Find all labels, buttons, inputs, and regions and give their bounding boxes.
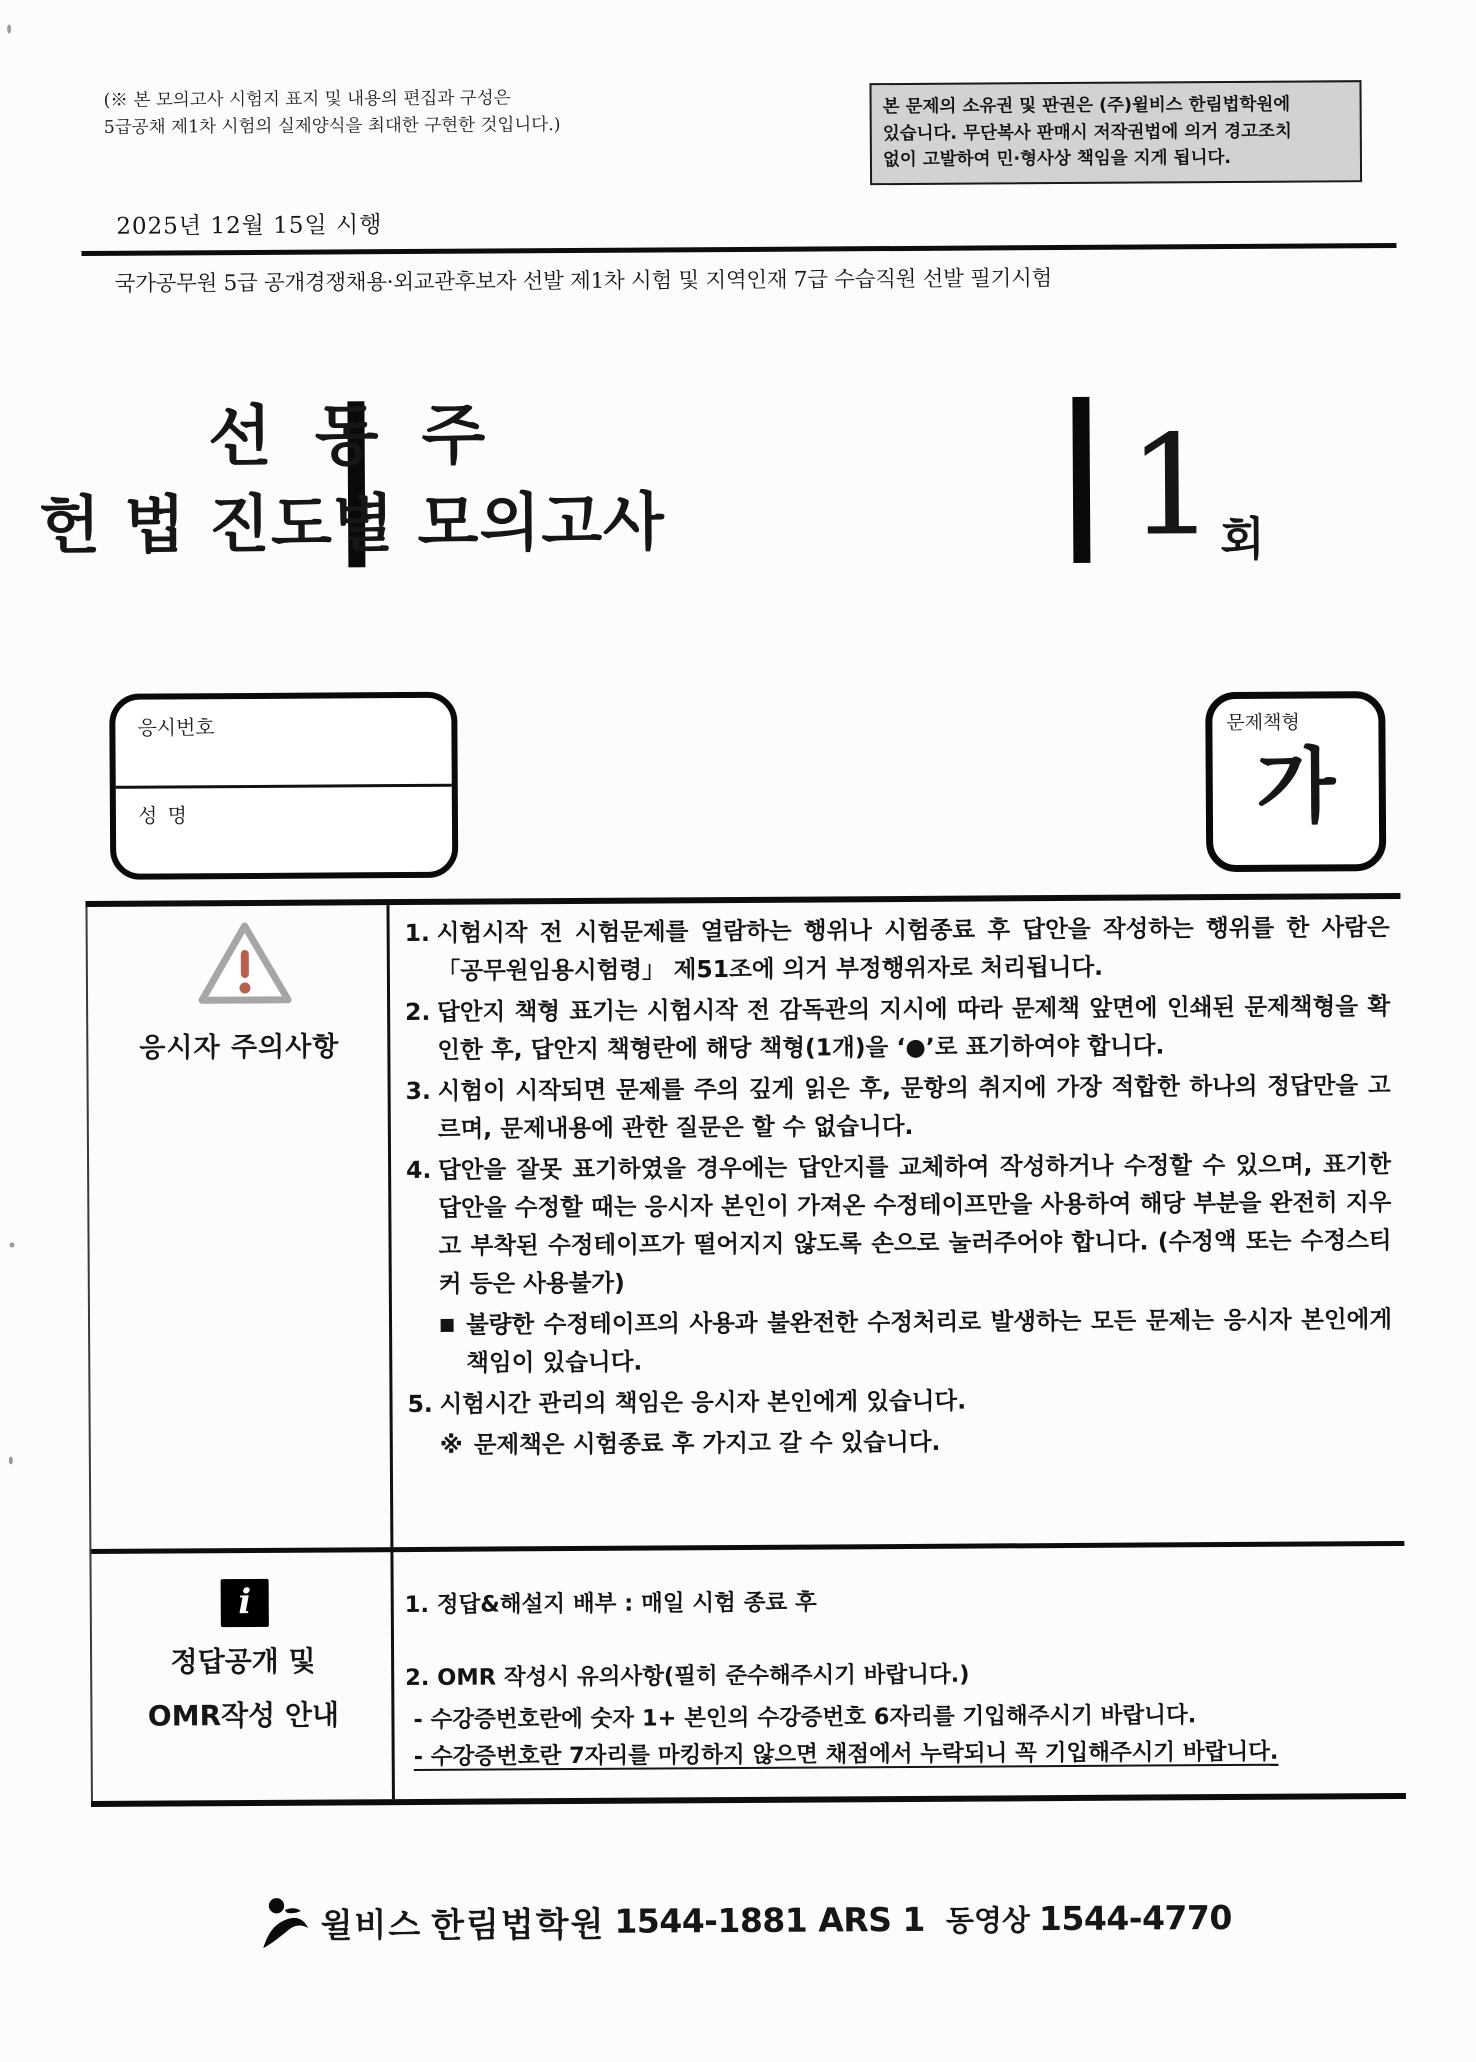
scan-artifact (10, 1242, 15, 1247)
copyright-line1-bold: (주)윌비스 한림법학원에 (1098, 94, 1291, 116)
notice-item-4-subnote-text: 불량한 수정테이프의 사용과 불완전한 수정처리로 발생하는 모든 문제는 응시자 본인에게 책임이 있습니다. (465, 1305, 1393, 1377)
notice-item-5 (407, 1379, 1392, 1423)
author-name: 선 동 주 (207, 396, 496, 476)
notice-item-4-number: 4. (406, 1155, 432, 1185)
phone-number: 1544-1881 ARS 1 (614, 1899, 926, 1941)
scan-artifact (9, 1456, 13, 1464)
square-bullet-icon: ■ (438, 1314, 456, 1335)
exam-title: 헌 법 진도별 모의고사 (39, 485, 666, 563)
notice-item-5-note (440, 1420, 1393, 1464)
copyright-line3-bold: 형사상 책임을 (1020, 148, 1128, 170)
notice-top-rule (85, 893, 1400, 907)
booklet-type-label: 문제책형 (1226, 711, 1300, 735)
notice-item-4 (406, 1145, 1392, 1303)
reference-mark-icon: ※ (439, 1430, 463, 1459)
notice-item-3-text: 시험이 시작되면 문제를 주의 깊게 읽은 후, 문항의 취지에 가장 적합한 하나의 정답만을 고르며, 문제내용에 관한 질문은 할 수 없습니다. (437, 1071, 1391, 1143)
answer-info-item-1: 1. 정답&해설지 배부 : 매일 시험 종료 후 (404, 1589, 817, 1619)
notice-item-5-note-text: 문제책은 시험종료 후 가지고 갈 수 있습니다. (473, 1427, 941, 1459)
warning-triangle-icon (197, 919, 294, 1014)
title-right-bar (1072, 397, 1090, 563)
notice-item-1-number: 1. (404, 918, 431, 948)
exam-description: 국가공무원 5급 공개경쟁채용·외교관후보자 선발 제1차 시험 및 지역인재 7급 수습직원 선발 필기시험 (114, 266, 1053, 297)
copyright-line1-pre: 본 문제의 소유권 및 판권은 (882, 95, 1100, 118)
candidate-info-box (109, 692, 458, 880)
copyright-box (869, 80, 1362, 185)
video-phone-number: 1544-4770 (1038, 1897, 1232, 1938)
answer-info-item-2: 2. OMR 작성시 유의사항(필히 준수해주시기 바랍니다.) (405, 1661, 970, 1692)
name-label: 성 명 (137, 803, 190, 828)
round-number: 1 (1127, 405, 1217, 567)
copyright-line2-bold: 저작권법에 (1093, 121, 1179, 143)
booklet-type-box (1205, 691, 1386, 872)
notice-item-5-number: 5. (407, 1389, 433, 1419)
scan-artifact (7, 24, 11, 33)
notice-bottom-rule (91, 1793, 1406, 1807)
answer-info-label-line1: 정답공개 및 (170, 1644, 316, 1679)
answer-info-label-line2: OMR작성 안내 (147, 1698, 340, 1733)
brand-logo-icon (257, 1896, 311, 1950)
copyright-line3 (883, 144, 1349, 173)
exam-date: 2025년 12월 15일 시행 (116, 212, 383, 240)
footer-brand-line (7, 1888, 1476, 1951)
info-icon: i (221, 1579, 269, 1627)
notice-list (405, 908, 1393, 1464)
copyright-line3-pre: 없이 고발하여 민· (882, 149, 1021, 171)
copyright-line2 (883, 118, 1349, 147)
copyright-line2-post: 의거 경고조치 (1178, 121, 1292, 142)
notice-item-1-text: 시험시작 전 시험문제를 열람하는 행위나 시험종료 후 답안을 작성하는 행위를 한 사람은 「공무원임용시험령」 제51조에 의거 부정행위자로 처리됩니다. (436, 913, 1390, 985)
answer-info-section-label (95, 1634, 392, 1744)
brand-prefix: 윌비스 (320, 1904, 423, 1945)
copyright-line1 (883, 91, 1349, 120)
notice-item-2-number: 2. (405, 997, 431, 1027)
notice-item-2 (405, 987, 1390, 1069)
video-label: 동영상 (945, 1902, 1031, 1938)
notice-item-3-number: 3. (405, 1076, 431, 1106)
brand-name: 한림법학원 (431, 1904, 606, 1946)
notice-item-2-text: 답안지 책형 표기는 시험시작 전 감독관의 지시에 따라 문제책 앞면에 인쇄된 문제책형을 확인한 후, 답안지 책형란에 해당 책형(1개)을 ‘●’로 표기하여야 합니다. (437, 992, 1391, 1064)
top-divider (81, 243, 1396, 256)
notice-item-4-subnote (439, 1300, 1392, 1382)
notice-item-5-text: 시험시간 관리의 책임은 응시자 본인에게 있습니다. (439, 1386, 967, 1418)
notice-middle-rule (89, 1541, 1404, 1554)
notice-item-4-text: 답안을 잘못 표기하였을 경우에는 답안지를 교체하여 작성하거나 수정할 수 있으며, 표기한 답안을 수정할 때는 응시자 본인이 가져온 수정테이프만을 사용하여 해당 부분을 완전히 지우고 부착된 수정테이프가 떨어지지 않도록 손으로 눌러주어야 합니다. (수정액 또는 수정스티커 등은 사용불가) (438, 1150, 1392, 1298)
candidate-box-divider (116, 784, 452, 789)
answer-info-item-2-sub1: - 수강증번호란에 숫자 1+ 본인의 수강증번호 6자리를 기입해주시기 바랍니다. (413, 1702, 1197, 1733)
exam-number-label: 응시번호 (137, 715, 215, 740)
notice-section-label: 응시자 주의사항 (139, 1031, 340, 1064)
notice-item-1 (405, 908, 1390, 990)
copyright-line2-pre: 있습니다. 무단복사 판매시 (882, 122, 1094, 144)
edition-note (103, 85, 560, 142)
edition-note-line2: 5급공채 제1차 시험의 실제양식을 최대한 구현한 것입니다.) (103, 115, 561, 138)
round-suffix: 회 (1220, 511, 1265, 567)
answer-info-item-2-sub2: - 수강증번호란 7자리를 마킹하지 않으면 채점에서 누락되니 꼭 기입해주시기 바랍니다. (413, 1738, 1279, 1770)
copyright-line3-post: 지게 됩니다. (1127, 147, 1232, 169)
edition-note-line1: (※ 본 모의고사 시험지 표지 및 내용의 편집과 구성은 (103, 88, 511, 111)
booklet-type-value: 가 (1255, 739, 1336, 835)
notice-item-3 (406, 1066, 1391, 1148)
